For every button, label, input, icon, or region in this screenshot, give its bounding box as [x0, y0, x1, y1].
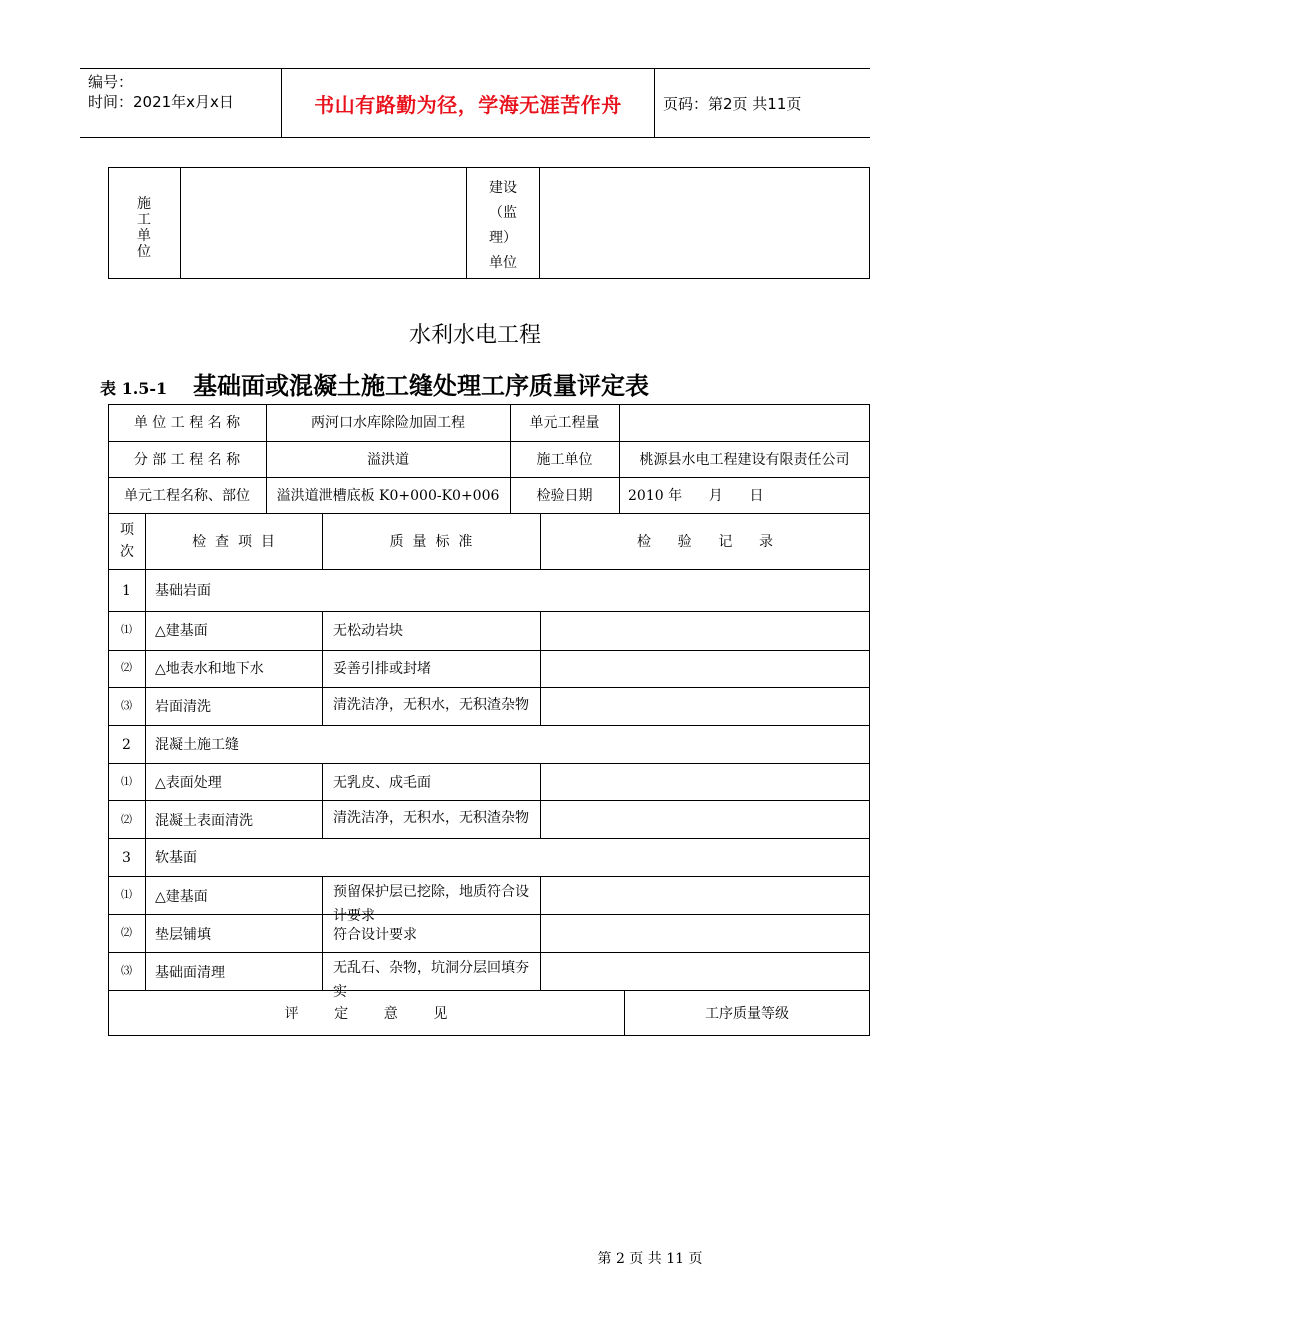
quality-standard: 符合设计要求	[333, 927, 417, 943]
element-qty-label: 单元工程量	[529, 415, 600, 431]
number-label: 编号：	[88, 73, 134, 91]
contractor-value: 桃源县水电工程建设有限责任公司	[639, 452, 850, 468]
header-motto: 书山有路勤为径，学海无涯苦作舟	[282, 69, 655, 137]
check-item: 混凝土表面清洗	[155, 813, 253, 829]
element-name-label: 单元工程名称、部位	[124, 488, 250, 504]
col-standard-header: 质 量 标 准	[389, 534, 473, 550]
header-meta	[80, 69, 282, 137]
check-item: △建基面	[155, 623, 208, 639]
quality-standard: 清洗洁净，无积水，无积渣杂物	[333, 810, 529, 826]
row-no: ⑵	[121, 661, 132, 674]
time-label: 时间：2021年x月x日	[88, 93, 234, 111]
sub-project-value: 溢洪道	[367, 452, 409, 468]
project-type: 水利水电工程	[408, 323, 541, 348]
section-title: 软基面	[155, 850, 197, 866]
check-item: △表面处理	[155, 775, 222, 791]
check-item: 垫层铺填	[155, 927, 211, 943]
check-item: 岩面清洗	[155, 699, 211, 715]
row-no: ⑶	[121, 964, 132, 977]
inspect-date-label: 检验日期	[536, 488, 593, 504]
row-no: 2	[122, 737, 131, 753]
page-footer: 第 2 页 共 11 页	[597, 1251, 703, 1267]
evaluation-opinion-label: 评 定 意 见	[284, 1006, 448, 1022]
row-no: 1	[122, 583, 131, 599]
page-header	[80, 68, 870, 138]
row-no: ⑴	[121, 888, 132, 901]
row-no: 3	[122, 850, 131, 866]
quality-standard: 无松动岩块	[333, 623, 403, 639]
table-title: 基础面或混凝土施工缝处理工序质量评定表	[193, 372, 649, 400]
contractor-label: 施工单位	[536, 452, 593, 468]
construction-unit-label: 施 工 单 位	[137, 196, 151, 260]
table-number: 表 1.5-1	[100, 379, 168, 398]
section-title: 基础岩面	[155, 583, 211, 599]
unit-project-value: 两河口水库除险加固工程	[311, 415, 465, 431]
signature-table	[108, 167, 870, 279]
col-item-header: 检 查 项 目	[192, 534, 275, 550]
check-item: 基础面清理	[155, 965, 225, 981]
col-record-header: 检 验 记 录	[636, 534, 774, 550]
row-no: ⑴	[121, 775, 132, 788]
check-item: △建基面	[155, 889, 208, 905]
quality-grade-label: 工序质量等级	[705, 1006, 789, 1022]
unit-project-label: 单 位 工 程 名 称	[133, 415, 241, 431]
row-no: ⑵	[121, 926, 132, 939]
quality-standard: 妥善引排或封堵	[333, 661, 431, 677]
row-no: ⑵	[121, 813, 132, 826]
quality-standard: 无乱石、杂物，坑洞分层回填夯实	[333, 960, 529, 1000]
section-title: 混凝土施工缝	[155, 737, 239, 753]
quality-standard: 清洗洁净，无积水，无积渣杂物	[333, 697, 529, 713]
col-no-header: 项次	[120, 522, 134, 560]
quality-standard: 预留保护层已挖除，地质符合设计要求	[333, 884, 529, 924]
row-no: ⑶	[121, 699, 132, 712]
quality-table	[108, 404, 870, 1036]
header-page-info: 页码：第2页 共11页	[663, 94, 802, 113]
element-name-value: 溢洪道泄槽底板 K0+000-K0+006	[276, 488, 500, 504]
inspect-date-value: 2010 年 月 日	[628, 488, 764, 504]
quality-standard: 无乳皮、成毛面	[333, 775, 431, 791]
sub-project-label: 分 部 工 程 名 称	[133, 452, 241, 468]
check-item: △地表水和地下水	[155, 661, 264, 677]
supervisor-unit-label: 建设 （监 理） 单位	[489, 180, 517, 271]
row-no: ⑴	[121, 623, 132, 636]
